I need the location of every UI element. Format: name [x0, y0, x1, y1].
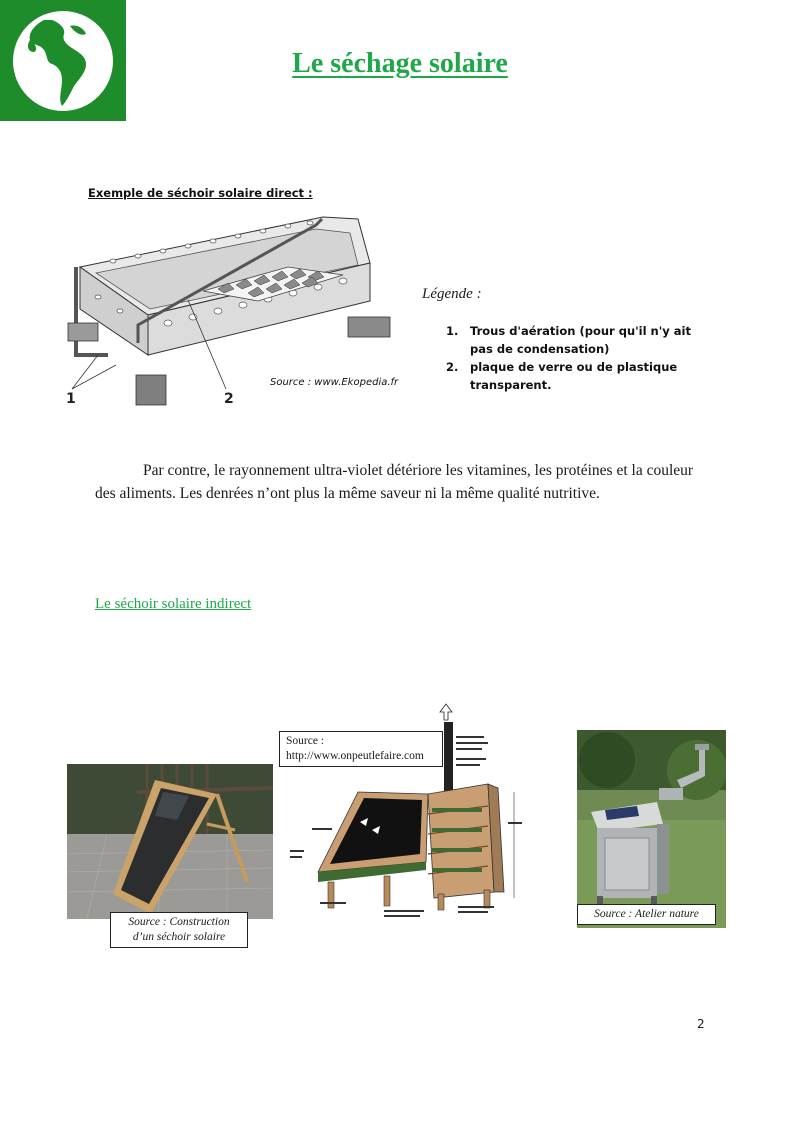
legend-list: [446, 322, 706, 394]
caption-onpeutlefaire: Source : http://www.onpeutlefaire.com: [279, 731, 443, 767]
legend-title: Légende :: [422, 286, 482, 302]
legend-item-text: Trous d'aération (pour qu'il n'y ait pas de condensation): [470, 324, 691, 356]
figure-label-2: 2: [224, 391, 234, 407]
legend-item-number: 1.: [446, 324, 459, 338]
indirect-dryer-heading: Le séchoir solaire indirect: [95, 596, 252, 612]
legend-item-text: plaque de verre ou de plastique transparent.: [470, 360, 678, 392]
body-paragraph: [95, 459, 715, 505]
caption-atelier-nature: Source : Atelier nature: [577, 904, 716, 925]
paragraph-text: Par contre, le rayonnement ultra-violet détériore les vitamines, les protéines et la couleur des aliments. Les denrées n’ont plus la même saveur ni la même qualité nutritive.: [95, 462, 694, 502]
figure-label-1: 1: [66, 391, 76, 407]
figure-source: Source : www.Ekopedia.fr: [270, 377, 399, 388]
page-number: 2: [697, 1017, 705, 1031]
box-dryer-photo: [577, 730, 726, 928]
legend-item: [446, 358, 706, 394]
direct-dryer-heading: Exemple de séchoir solaire direct :: [88, 186, 313, 200]
legend-item-number: 2.: [446, 360, 459, 374]
caption-construction: Source : Construction d’un séchoir solaire: [110, 912, 248, 948]
page-title: Le séchage solaire: [292, 48, 508, 79]
legend-item: [446, 322, 706, 358]
panel-dryer-photo: [67, 764, 273, 919]
